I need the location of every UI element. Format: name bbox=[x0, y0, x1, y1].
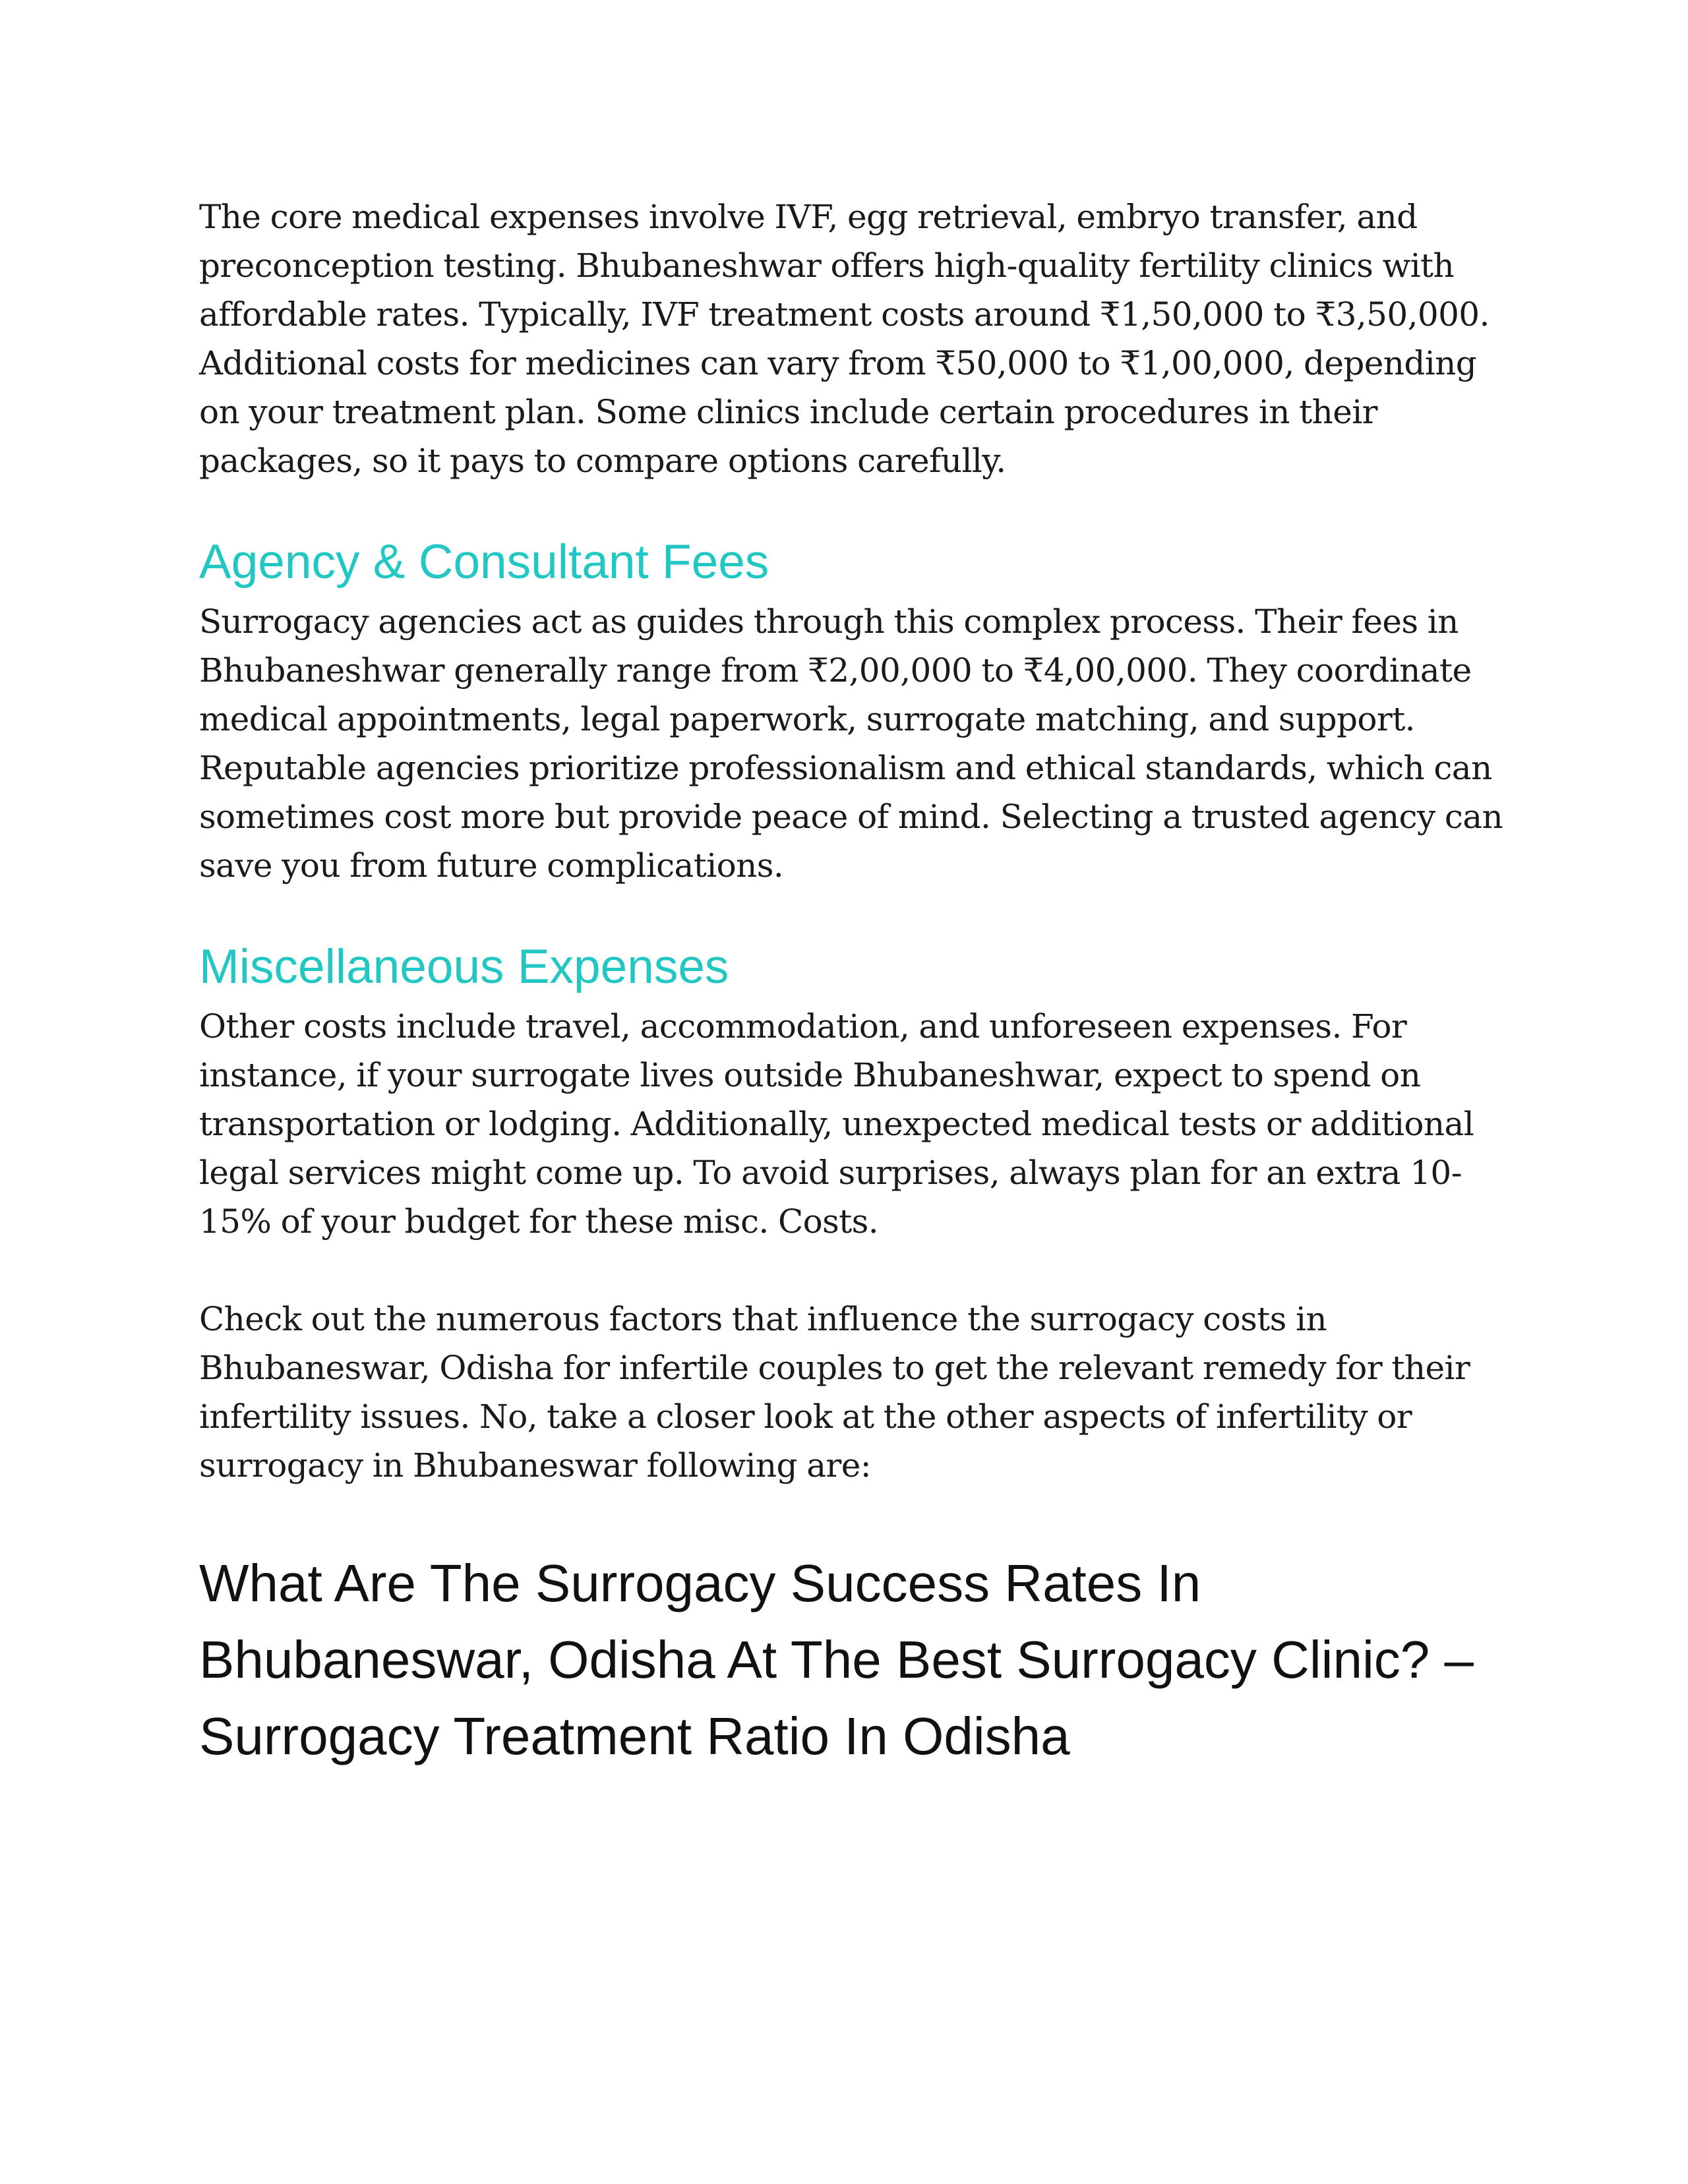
paragraph-miscellaneous-expenses: Other costs include travel, accommodation, and unforeseen expenses. For instance, if your surrogate lives outside Bhubaneshwar, expect to spend on transportation or lodging. Additionally, unexpected medical tests or additional legal services might come up. To avoid surprises, always plan for an extra 10-15% of your budget for these misc. Costs. bbox=[199, 1007, 1474, 1241]
paragraph-influencing-factors: Check out the numerous factors that influence the surrogacy costs in Bhubaneswar, Odisha for infertile couples to get the relevant remedy for their infertility issues. No, take a closer look at the other aspects of infertility or surrogacy in Bhubaneswar following are: bbox=[199, 1300, 1470, 1485]
paragraph-medical-expenses: The core medical expenses involve IVF, egg retrieval, embryo transfer, and preconception testing. Bhubaneshwar offers high-quality fertility clinics with affordable rates. Typically, IVF treatment costs around ₹1,50,000 to ₹3,50,000. Additional costs for medicines can vary from ₹50,000 to ₹1,00,000, depending on your treatment plan. Some clinics include certain procedures in their packages, so it pays to compare options carefully. bbox=[199, 198, 1490, 480]
paragraph-agency-fees: Surrogacy agencies act as guides through this complex process. Their fees in Bhubaneshwar generally range from ₹2,00,000 to ₹4,00,000. They coordinate medical appointments, legal paperwork, surrogate matching, and support. Reputable agencies prioritize professionalism and ethical standards, which can sometimes cost more but provide peace of mind. Selecting a trusted agency can save you from future complications. bbox=[199, 603, 1503, 885]
heading-surrogacy-success-rates: What Are The Surrogacy Success Rates In Bhubaneswar, Odisha At The Best Surrogacy Clinic? – Surrogacy Treatment Ratio In Odisha bbox=[199, 1554, 1474, 1765]
document-content bbox=[199, 192, 1505, 1775]
heading-agency-consultant-fees: Agency & Consultant Fees bbox=[199, 535, 769, 589]
heading-miscellaneous-expenses: Miscellaneous Expenses bbox=[199, 940, 729, 993]
